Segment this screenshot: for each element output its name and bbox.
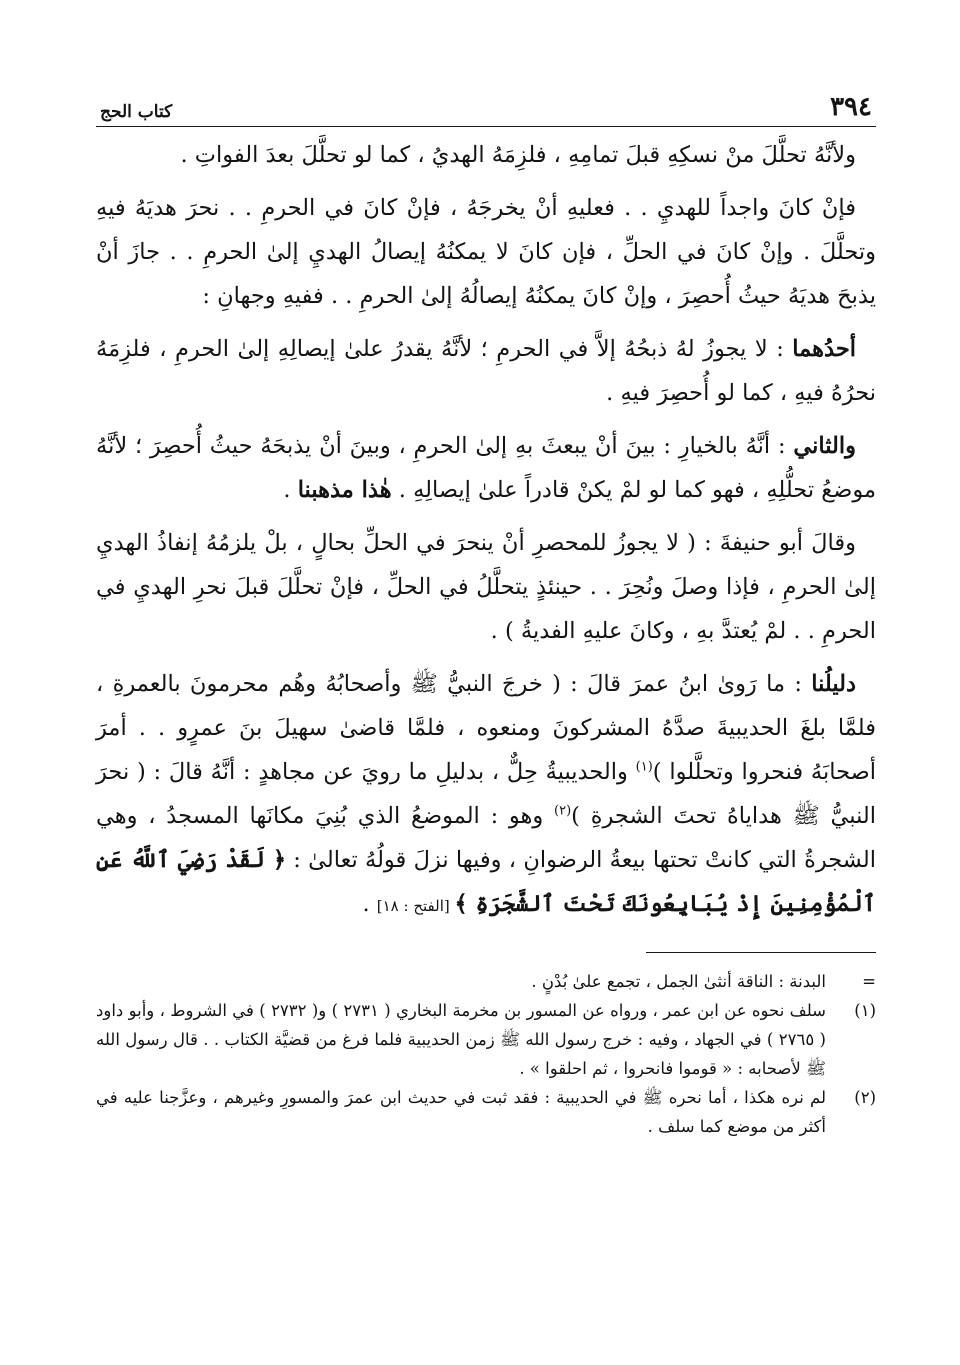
footnote-ref-2[interactable]: (٢) xyxy=(554,803,572,819)
paragraph-4-tail: . xyxy=(283,477,298,503)
footnote-divider xyxy=(646,952,876,953)
footnote-1-number: (١) xyxy=(854,1001,876,1020)
footnote-continuation-marker: = xyxy=(862,972,876,991)
page-header xyxy=(96,82,876,127)
paragraph-4 xyxy=(96,424,876,512)
footnote-2 xyxy=(96,1083,876,1141)
footnote-2-number: (٢) xyxy=(854,1088,876,1107)
paragraph-6-text-b: والحديبيةُ حِلٌّ ، بدليلِ ما رويَ عن مجاهدٍ : أنَّهُ قالَ : ( نحرَ النبيُّ ﷺ هداياهُ تحتَ الشجرةِ ) xyxy=(96,759,876,829)
paragraph-6-lead: دليلُنا xyxy=(811,671,856,697)
paragraph-3 xyxy=(96,327,876,415)
paragraph-4-text: : أنَّهُ بالخيارِ : بينَ أنْ يبعثَ بهِ إلىٰ الحرمِ ، وبينَ أنْ يذبحَهُ حيثُ أُحصِرَ ؛ لأنَّهُ موضعُ تحلُّلِهِ ، فهو كما لو لمْ يكنْ قادراً علىٰ إيصالِهِ . xyxy=(96,433,876,503)
paragraph-3-lead: أحدُهما xyxy=(792,336,856,362)
footnote-continuation-text: البدنة : الناقة أنثىٰ الجمل ، تجمع علىٰ بُدْنٍ . xyxy=(531,972,826,991)
footnotes xyxy=(96,967,876,1141)
paragraph-4-conclusion: هٰذا مذهبنا xyxy=(297,477,392,503)
paragraph-5: وقالَ أبو حنيفةَ : ( لا يجوزُ للمحصرِ أنْ ينحرَ في الحلِّ بحالٍ ، بلْ يلزمُهُ إنفاذُ الهديِ إلىٰ الحرمِ ، فإذا وصلَ ونُحِرَ . . حينئذٍ يتحلَّلُ في الحلِّ ، فإنْ تحلَّلَ قبلَ نحرِ الهديِ في الحرمِ . . لمْ يُعتدَّ بهِ ، وكانَ عليهِ الفديةُ ) . xyxy=(96,530,876,644)
page-number: ٣٩٤ xyxy=(830,92,872,122)
footnote-2-text: لم نره هكذا ، أما نحره ﷺ في الحديبية : فقد ثبت في حديث ابن عمرَ والمسورِ وغيرهم ، وعزَّجنا عليه في أكثر من موضع كما سلف . xyxy=(96,1088,826,1136)
paragraph-3-text: : لا يجوزُ لهُ ذبحُهُ إلاَّ في الحرمِ ؛ لأنَّهُ يقدرُ علىٰ إيصالِهِ إلىٰ الحرمِ ، فلزِمَهُ نحرُهُ فيهِ ، كما لو أُحصِرَ فيهِ . xyxy=(96,336,876,406)
running-title: كتاب الحج xyxy=(100,102,173,122)
paragraph-4-lead: والثاني xyxy=(793,433,856,459)
footnote-1 xyxy=(96,996,876,1083)
quran-verse: ﴿ لَقَدْ رَضِيَ ٱللَّهُ عَنِ ٱلْمُؤْمِنِينَ إِذْ يُبَايِعُونَكَ تَحْتَ ٱلشَّجَرَةِ ﴾ xyxy=(96,847,876,917)
paragraph-2: فإنْ كانَ واجداً للهديِ . . فعليهِ أنْ يخرجَهُ ، فإنْ كانَ في الحرمِ . . نحرَ هديَهُ فيهِ وتحلَّلَ . وإنْ كانَ في الحلِّ ، فإن كانَ لا يمكنُهُ إيصالُ الهديِ إلىٰ الحرمِ . . جازَ أنْ يذبحَ هديَهُ حيثُ أُحصِرَ ، وإنْ كانَ يمكنُهُ إيصالُهُ إلىٰ الحرمِ . . ففيهِ وجهانِ : xyxy=(96,195,876,309)
footnote-ref-1[interactable]: (١) xyxy=(635,759,653,775)
footnote-1-text: سلف نحوه عن ابن عمر ، ورواه عن المسور بن مخرمة البخاري ( ٢٧٣١ ) و( ٢٧٣٢ ) في الشروط ، وأبو داود ( ٢٧٦٥ ) في الجهاد ، وفيه : خرج رسول الله ﷺ زمن الحديبية فلما فرغ من قضيَّة الكتاب . . قال رسول الله ﷺ لأصحابه : « قوموا فانحروا ، ثم احلقوا » . xyxy=(96,1001,827,1078)
paragraph-6-text-c: وهو : الموضعُ الذي بُنِيَ مكانَها المسجدُ ، وهي الشجرةُ التي كانتْ تحتها بيعةُ الرضوانِ ، وفيها نزلَ قولُهُ تعالىٰ : xyxy=(96,803,876,873)
footnote-continuation xyxy=(96,967,876,996)
paragraph-6 xyxy=(96,662,876,928)
main-text xyxy=(96,133,876,928)
paragraph-6-text-a: : ما رَوىٰ ابنُ عمرَ قالَ : ( خرجَ النبيُّ ﷺ وأصحابُهُ وهُم محرمونَ بالعمرةِ ، فلمَّا بلغَ الحديبيةَ صدَّهُ المشركونَ ومنعوه ، فلمَّا قاضىٰ سهيلَ بنَ عمرٍو . . أمرَ أصحابَهُ فنحروا وتحلَّلوا ) xyxy=(96,671,876,785)
paragraph-6-end: . xyxy=(362,891,377,917)
quran-reference: [الفتح : ١٨] xyxy=(376,897,455,915)
book-page xyxy=(96,82,876,1141)
paragraph-1: ولأنَّهُ تحلَّلَ منْ نسكِهِ قبلَ تمامِهِ ، فلزِمَهُ الهديُ ، كما لو تحلَّلَ بعدَ الفواتِ . xyxy=(180,142,856,168)
